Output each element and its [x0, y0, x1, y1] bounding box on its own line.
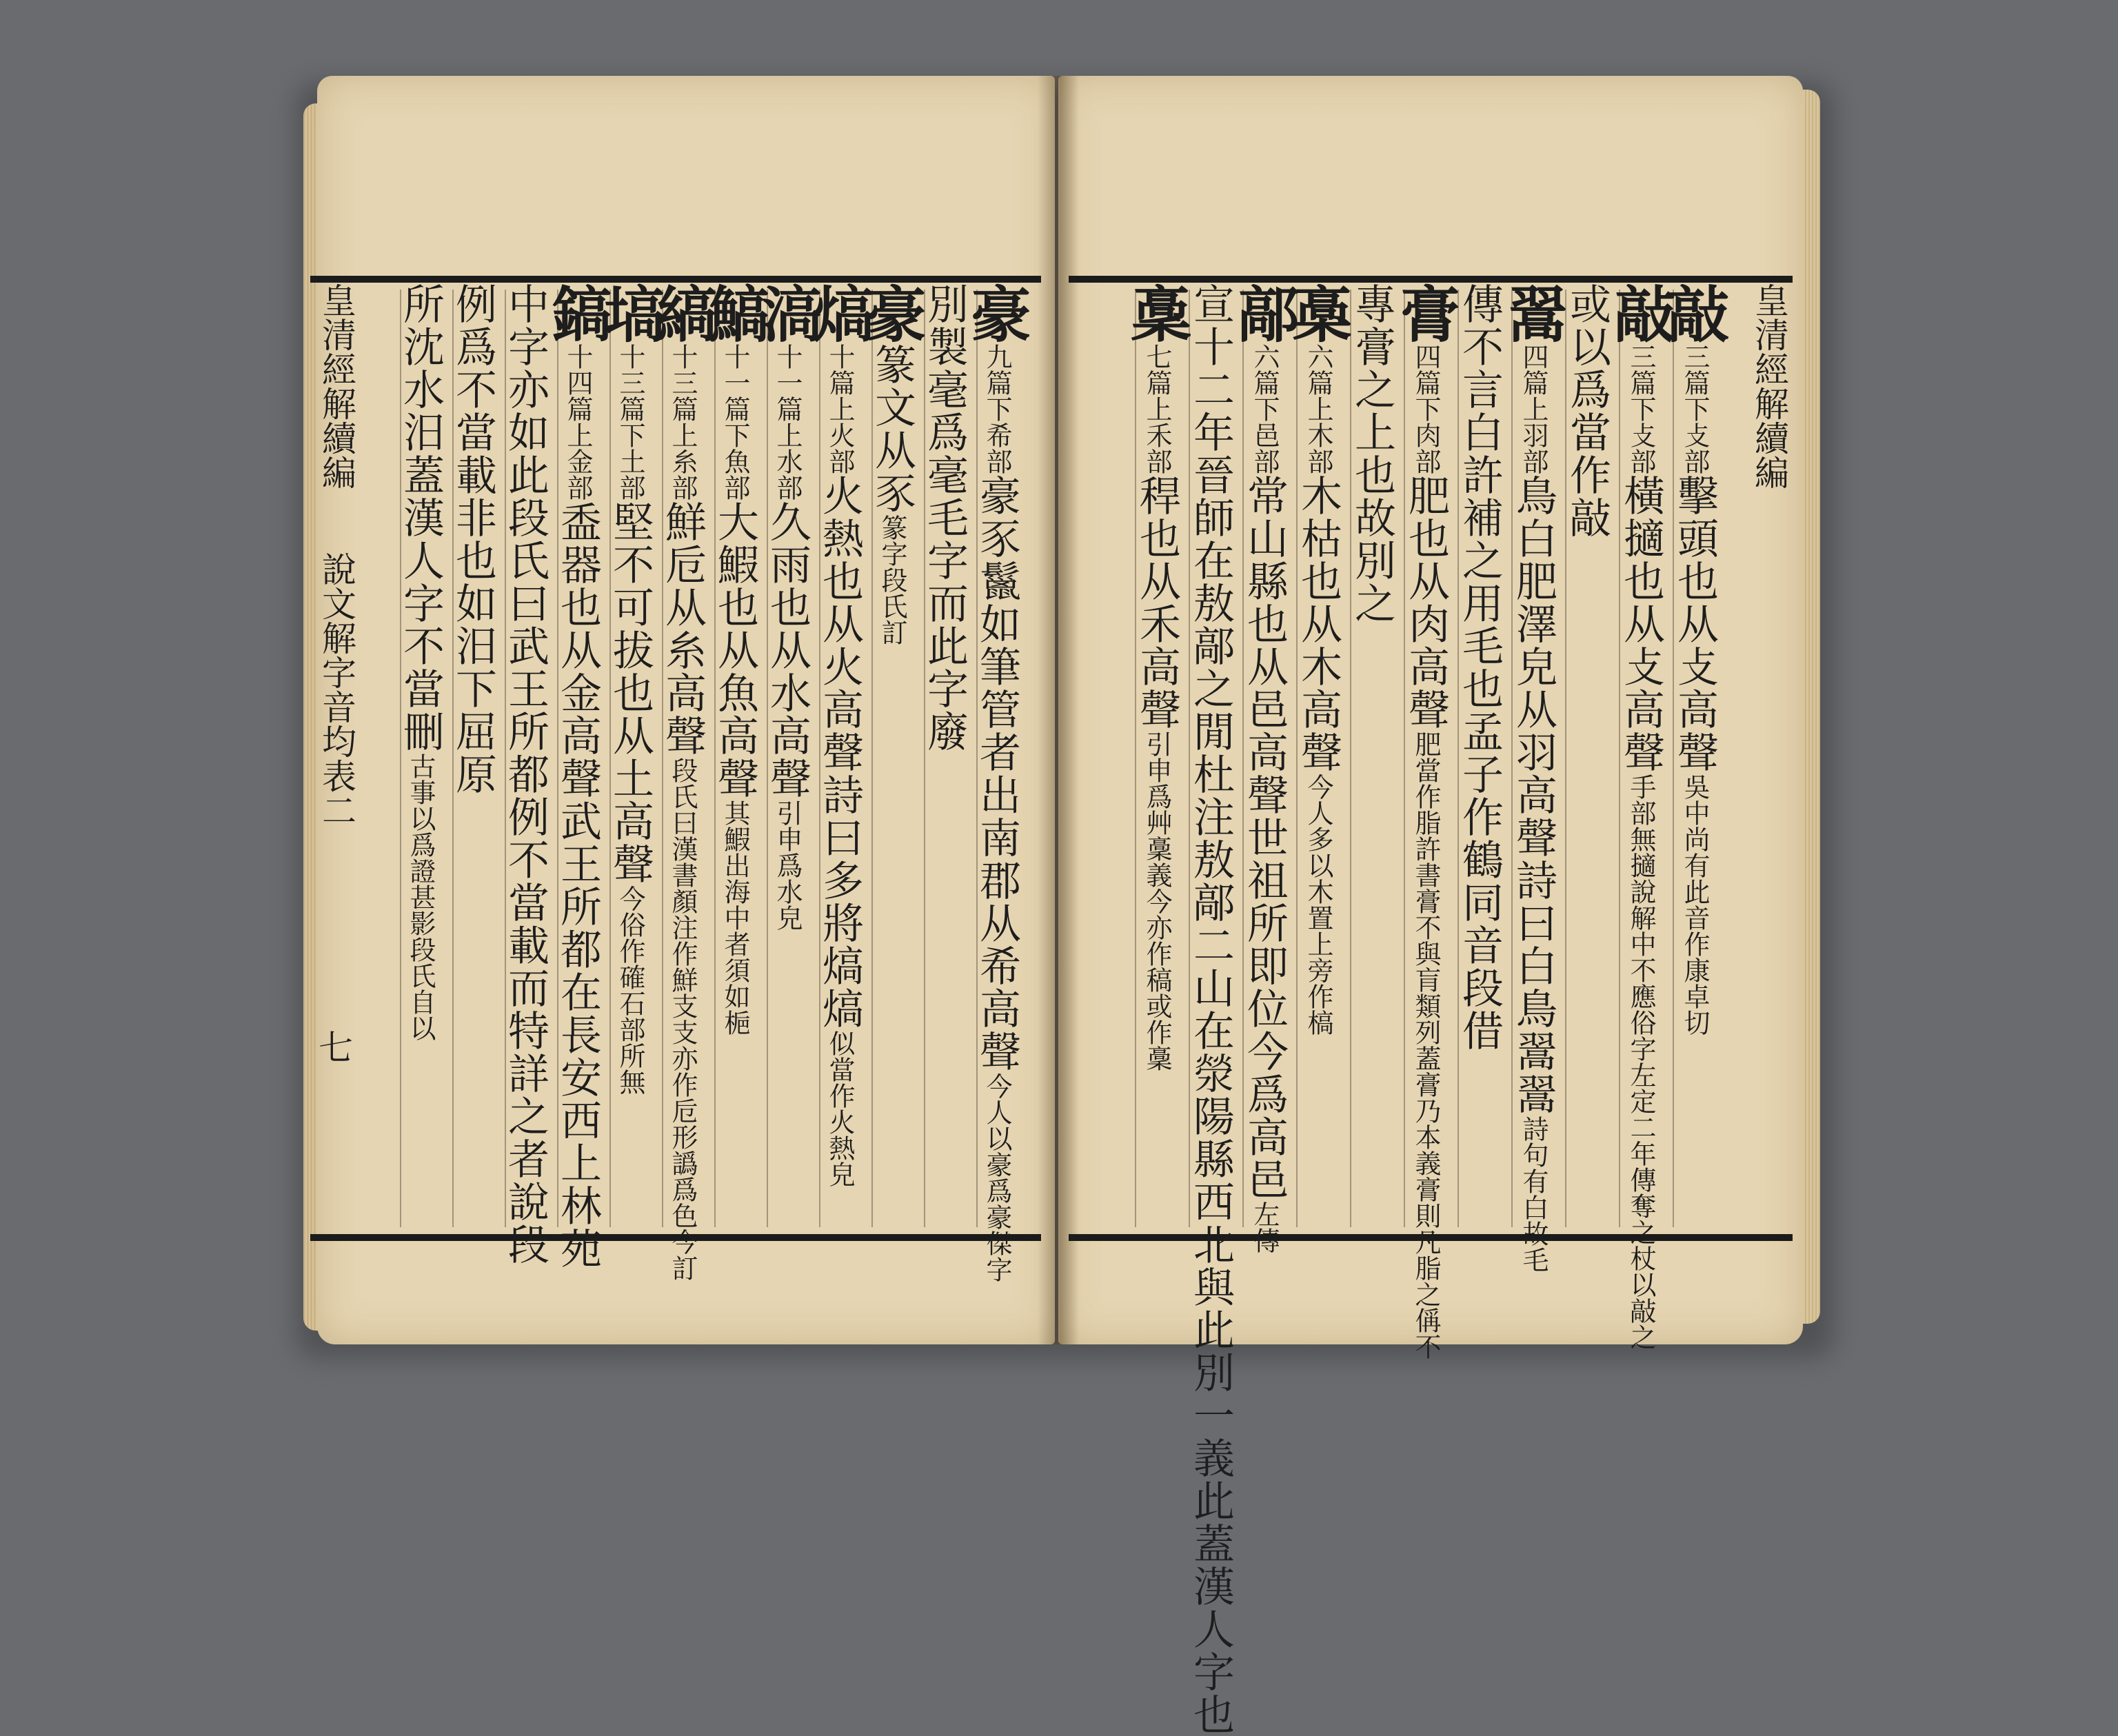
text-column [1563, 283, 1622, 1234]
column-headword: 敲 [1659, 283, 1731, 343]
column-note: 今俗作確石部所無 [615, 885, 645, 1095]
left-margin-title: 皇清經解續編 [316, 283, 356, 489]
column-note: 手部無擿說解中不應俗字左定二年傳奪之杖以敲之 [1626, 774, 1656, 1350]
column-text: 篆文从豕 [868, 343, 916, 514]
column-note: 引申爲水皃 [772, 800, 803, 931]
text-column [647, 283, 718, 1281]
column-gloss: 三篇下攴部 [1680, 343, 1710, 474]
column-headword: 滈 [752, 283, 823, 343]
column-text: 鳥白肥澤皃从羽高聲詩曰白鳥翯翯 [1509, 474, 1557, 1116]
text-column [804, 283, 876, 1234]
column-gloss: 四篇上羽部 [1518, 343, 1549, 474]
column-gloss: 十一篇上水部 [772, 343, 803, 501]
column-gloss: 六篇下邑部 [1249, 343, 1280, 474]
column-text: 稈也从禾高聲 [1133, 474, 1181, 731]
column-note: 肥當作脂許書膏不與肓類列蓋膏乃本義膏則凡脂之偁不 [1411, 731, 1441, 1360]
text-column [1497, 283, 1569, 1273]
column-gloss: 四篇下肉部 [1411, 343, 1441, 474]
column-note: 今人多以木置上旁作槁 [1303, 774, 1333, 1036]
column-note: 似當作火熱皃 [825, 1030, 855, 1187]
column-note: 段氏曰漢書顏注作鮮支支亦作卮形譌爲色今訂 [667, 757, 698, 1281]
column-text: 常山縣也从邑高聲世祖所即位今爲高邑 [1240, 474, 1289, 1201]
column-text: 盉器也从金高聲武王所都在長安西上林苑 [554, 501, 602, 1270]
text-column [856, 283, 928, 1234]
column-note: 篆字段氏訂 [877, 514, 907, 645]
text-column [542, 283, 614, 1270]
column-gloss: 十三篇下土部 [615, 343, 645, 501]
text-column [501, 283, 560, 1266]
text-column [1348, 283, 1406, 1234]
column-headword: 豪 [961, 283, 1033, 343]
column-note: 其鰕出海中者須如梔 [720, 800, 750, 1036]
text-column [699, 283, 771, 1234]
column-text: 中字亦如此段氏曰武王所都例不當載而特詳之者說段 [501, 283, 549, 1266]
text-column [920, 283, 979, 1234]
column-note: 古事以爲證甚影段氏自以 [405, 753, 436, 1041]
column-text: 豪豕鬣如筆管者出南郡从希高聲 [973, 474, 1021, 1073]
column-headword: 膏 [1390, 283, 1462, 343]
left-margin-subtitle: 說文解字音均表二 [316, 552, 356, 827]
column-headword: 稾 [1121, 283, 1193, 343]
column-headword: 翯 [1497, 283, 1569, 343]
text-column [1187, 283, 1245, 1736]
column-headword: 熇 [804, 283, 876, 343]
text-column [1121, 283, 1193, 1234]
column-rule [1135, 290, 1136, 1227]
page-number: 七 [319, 1028, 353, 1068]
column-gloss: 十篇上火部 [825, 343, 855, 474]
column-text: 擊頭也从攴高聲 [1671, 474, 1719, 774]
column-text: 宣十二年晉師在敖鄗之閒杜注敖鄗二山在滎陽縣西北與此別一義此蓋漢人字也 [1187, 283, 1235, 1736]
text-column [961, 283, 1033, 1282]
column-headword: 敲 [1605, 283, 1677, 343]
text-column [449, 283, 507, 1234]
column-gloss: 十四篇上金部 [563, 343, 593, 501]
column-text: 傳不言白許補之用毛也孟子作鶴同音段借 [1455, 283, 1504, 1052]
right-margin-title: 皇清經解續編 [1749, 283, 1789, 489]
column-gloss: 三篇下攴部 [1626, 343, 1656, 474]
text-column [396, 283, 455, 1234]
column-text: 久雨也从水高聲 [763, 501, 811, 800]
column-note: 左傳 [1249, 1201, 1280, 1253]
column-gloss: 七篇上禾部 [1142, 343, 1172, 474]
column-text: 鮮卮从糸高聲 [658, 501, 707, 757]
column-text: 火熱也从火高聲詩曰多將熇熇 [816, 474, 864, 1030]
text-column [594, 283, 666, 1234]
column-headword: 鄗 [1229, 283, 1300, 343]
text-column [1659, 283, 1731, 1234]
column-headword: 鎬 [542, 283, 614, 343]
column-text: 別製毫爲毫毛字而此字廢 [920, 283, 969, 753]
column-headword: 縞 [647, 283, 718, 343]
column-note: 今人以豪爲豪傑字 [982, 1073, 1012, 1282]
column-rule [400, 290, 401, 1227]
column-text: 木枯也从木高聲 [1294, 474, 1342, 774]
column-text: 例爲不當載非也如汨下屈原 [449, 283, 497, 796]
column-gloss: 十三篇上糸部 [667, 343, 698, 501]
column-text: 所沈水汨蓋漢人字不當刪 [396, 283, 445, 753]
column-text: 或以爲當作敲 [1563, 283, 1611, 539]
text-column [1605, 283, 1677, 1350]
text-column [1229, 283, 1300, 1253]
column-note: 吳中尚有此音作康卓切 [1680, 774, 1710, 1036]
column-text: 堅不可拔也从土高聲 [606, 501, 654, 885]
column-text: 橫擿也从攴高聲 [1617, 474, 1665, 774]
column-gloss: 十一篇下魚部 [720, 343, 750, 501]
column-headword: 槀 [1282, 283, 1354, 343]
text-column [1390, 283, 1462, 1360]
column-text: 專膏之上也故別之 [1348, 283, 1396, 625]
column-note: 詩句有白故毛 [1518, 1116, 1549, 1273]
text-column [1282, 283, 1354, 1234]
column-text: 大鰕也从魚高聲 [711, 501, 759, 800]
column-headword: 豪 [856, 283, 928, 343]
text-column [752, 283, 823, 1234]
column-headword: 塙 [594, 283, 666, 343]
column-note: 引申爲艸稾義今亦作稿或作稾 [1142, 731, 1172, 1071]
column-gloss: 六篇上木部 [1303, 343, 1333, 474]
column-text: 肥也从肉高聲 [1402, 474, 1450, 731]
text-column [1455, 283, 1514, 1234]
column-gloss: 九篇下希部 [982, 343, 1012, 474]
column-headword: 鰝 [699, 283, 771, 343]
